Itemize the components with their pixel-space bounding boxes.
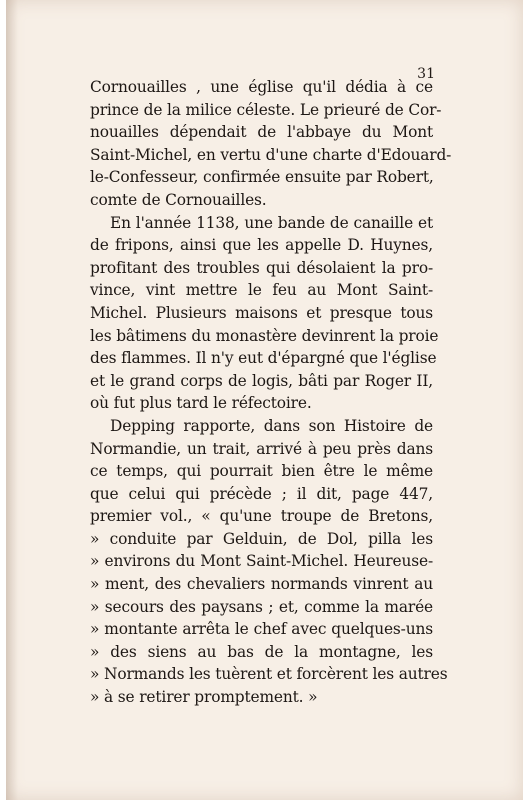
text-line: » des siens au bas de la montagne, les [90, 642, 433, 661]
text-line: » montante arrêta le chef avec quelques-uns [90, 620, 433, 639]
text-line: vince, vint mettre le feu au Mont Saint- [90, 281, 433, 300]
book-page [6, 0, 523, 800]
text-line: prince de la milice céleste. Le prieuré de Cor- [90, 100, 442, 119]
text-line: Cornouailles , une église qu'il dédia à ce [90, 78, 433, 96]
text-line: » environs du Mont Saint-Michel. Heureuse- [90, 552, 433, 571]
text-line: profitant des troubles qui désolaient la pro- [90, 258, 433, 277]
text-line: le-Confesseur, confirmée ensuite par Robert, [90, 168, 434, 187]
text-line: de fripons, ainsi que les appelle D. Huynes, [90, 236, 433, 255]
text-line: et le grand corps de logis, bâti par Roger II, [90, 371, 433, 390]
body-text [90, 76, 452, 709]
text-line: Depping rapporte, dans son Histoire de [110, 416, 433, 435]
text-line: les bâtimens du monastère devinrent la proie [90, 326, 439, 345]
page-edge-shadow [6, 0, 18, 800]
paragraph-1 [90, 76, 452, 212]
text-line: que celui qui précède ; il dit, page 447, [90, 484, 433, 503]
text-line: ce temps, qui pourrait bien être le même [90, 462, 433, 481]
text-line: » Normands les tuèrent et forcèrent les autres [90, 665, 448, 684]
text-line: » à se retirer promptement. » [90, 688, 318, 707]
text-line: Saint-Michel, en vertu d'une charte d'Edouard- [90, 145, 452, 164]
text-line: Michel. Plusieurs maisons et presque tous [90, 303, 433, 322]
paragraph-3 [90, 415, 448, 709]
text-line: comte de Cornouailles. [90, 190, 267, 209]
text-line: » ment, des chevaliers normands vinrent au [90, 575, 433, 594]
paragraph-2 [90, 212, 439, 415]
page-number: 31 [417, 66, 435, 82]
text-line: » conduite par Gelduin, de Dol, pilla les [90, 529, 433, 548]
text-line: Normandie, un trait, arrivé à peu près dans [90, 439, 433, 458]
text-line: nouailles dépendait de l'abbaye du Mont [90, 123, 433, 142]
text-line: où fut plus tard le réfectoire. [90, 394, 312, 413]
text-line: des flammes. Il n'y eut d'épargné que l'église [90, 349, 437, 368]
text-line: premier vol., « qu'une troupe de Bretons, [90, 507, 433, 526]
text-line: » secours des paysans ; et, comme la marée [90, 597, 433, 616]
text-line: En l'année 1138, une bande de canaille et [110, 213, 433, 232]
